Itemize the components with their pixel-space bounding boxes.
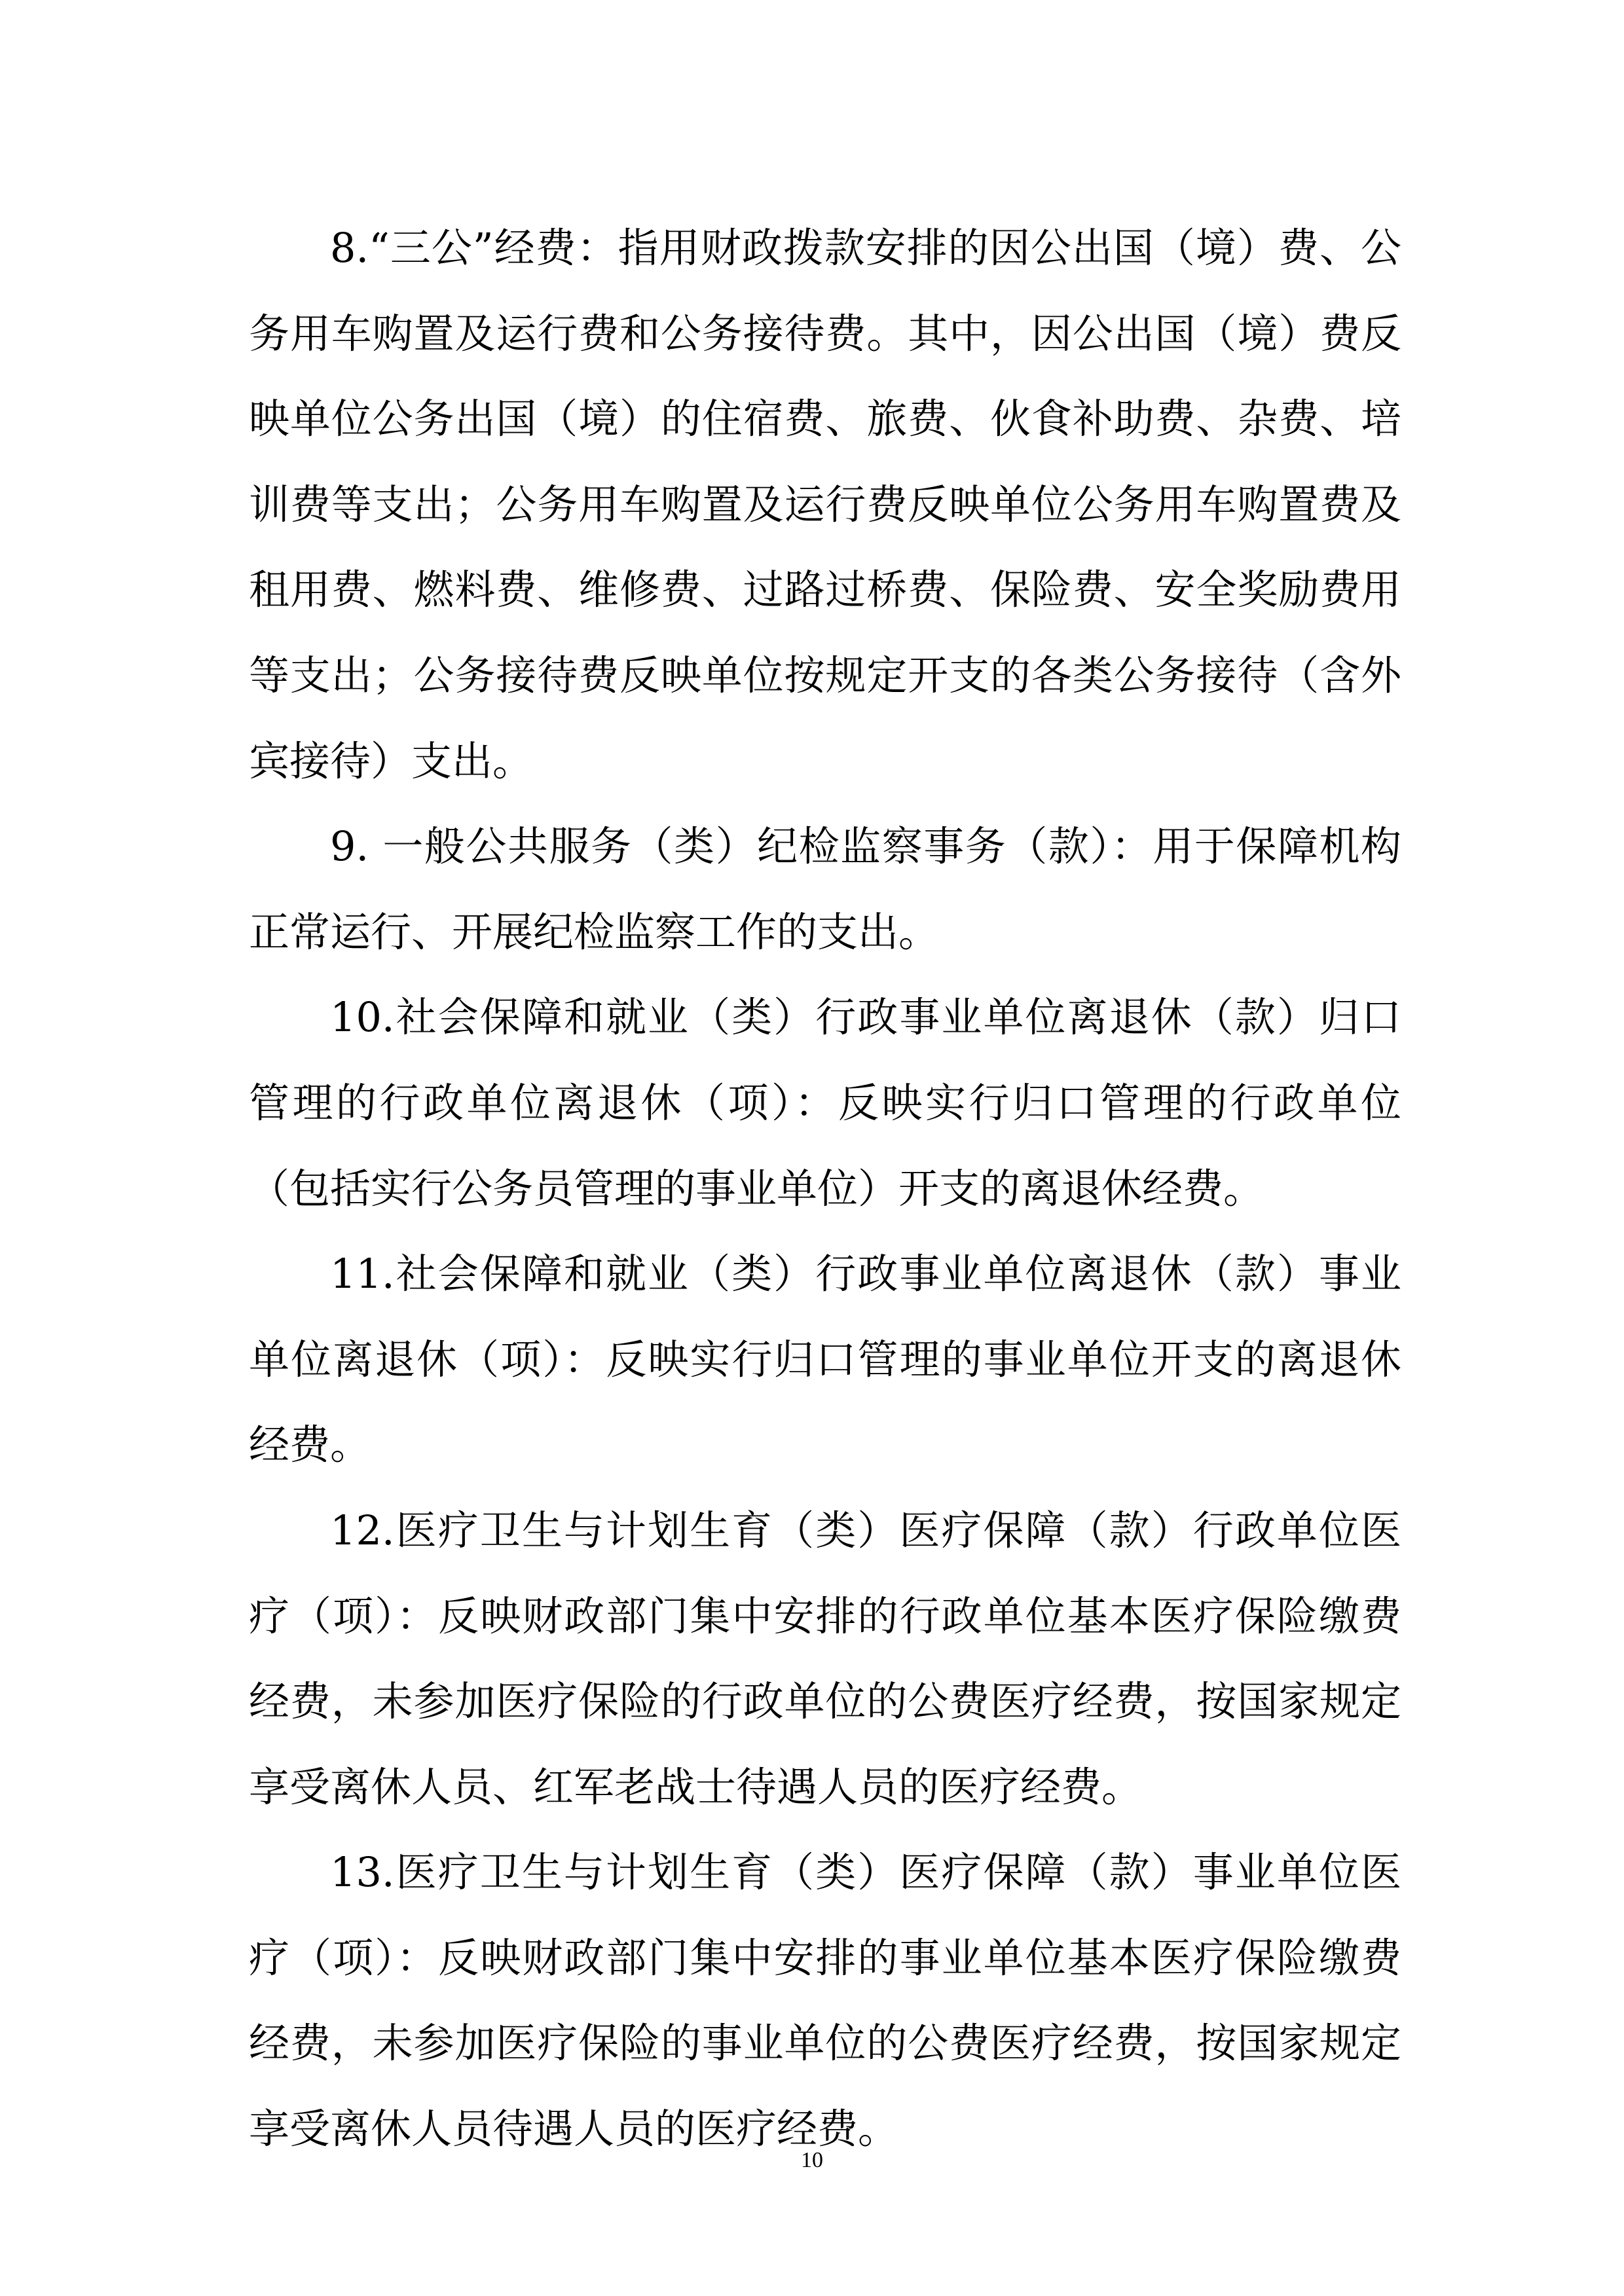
paragraph-9-discipline-inspection: 9. 一般公共服务（类）纪检监察事务（款）：用于保障机构正常运行、开展纪检监察工作的支出。 [249,822,1401,956]
paragraph-8-three-public-expenses: 8.“三公”经费：指用财政拨款安排的因公出国（境）费、公务用车购置及运行费和公务接待费。其中，因公出国（境）费反映单位公务出国（境）的住宿费、旅费、伙食补助费、杂费、培训费等支出；公务用车购置及运行费反映单位公务用车购置费及租用费、燃料费、维修费、过路过桥费、保险费、安全奖励费用等支出；公务接待费反映单位按规定开支的各类公务接待（含外宾接待）支出。 [249,224,1401,785]
page-number: 10 [801,2148,823,2172]
paragraph-11-institution-retirement: 11.社会保障和就业（类）行政事业单位离退休（款）事业单位离退休（项）：反映实行归口管理的事业单位开支的离退休经费。 [249,1250,1401,1469]
body-text [249,206,1401,2172]
paragraph-12-administrative-medical: 12.医疗卫生与计划生育（类）医疗保障（款）行政单位医疗（项）：反映财政部门集中安排的行政单位基本医疗保险缴费经费，未参加医疗保险的行政单位的公费医疗经费，按国家规定享受离休人员、红军老战士待遇人员的医疗经费。 [249,1506,1401,1811]
paragraph-10-administrative-retirement: 10.社会保障和就业（类）行政事业单位离退休（款）归口管理的行政单位离退休（项）：反映实行归口管理的行政单位（包括实行公务员管理的事业单位）开支的离退休经费。 [249,993,1401,1212]
paragraph-13-institution-medical: 13.医疗卫生与计划生育（类）医疗保障（款）事业单位医疗（项）：反映财政部门集中安排的事业单位基本医疗保险缴费经费，未参加医疗保险的事业单位的公费医疗经费，按国家规定享受离休人员待遇人员的医疗经费。 [249,1848,1401,2153]
